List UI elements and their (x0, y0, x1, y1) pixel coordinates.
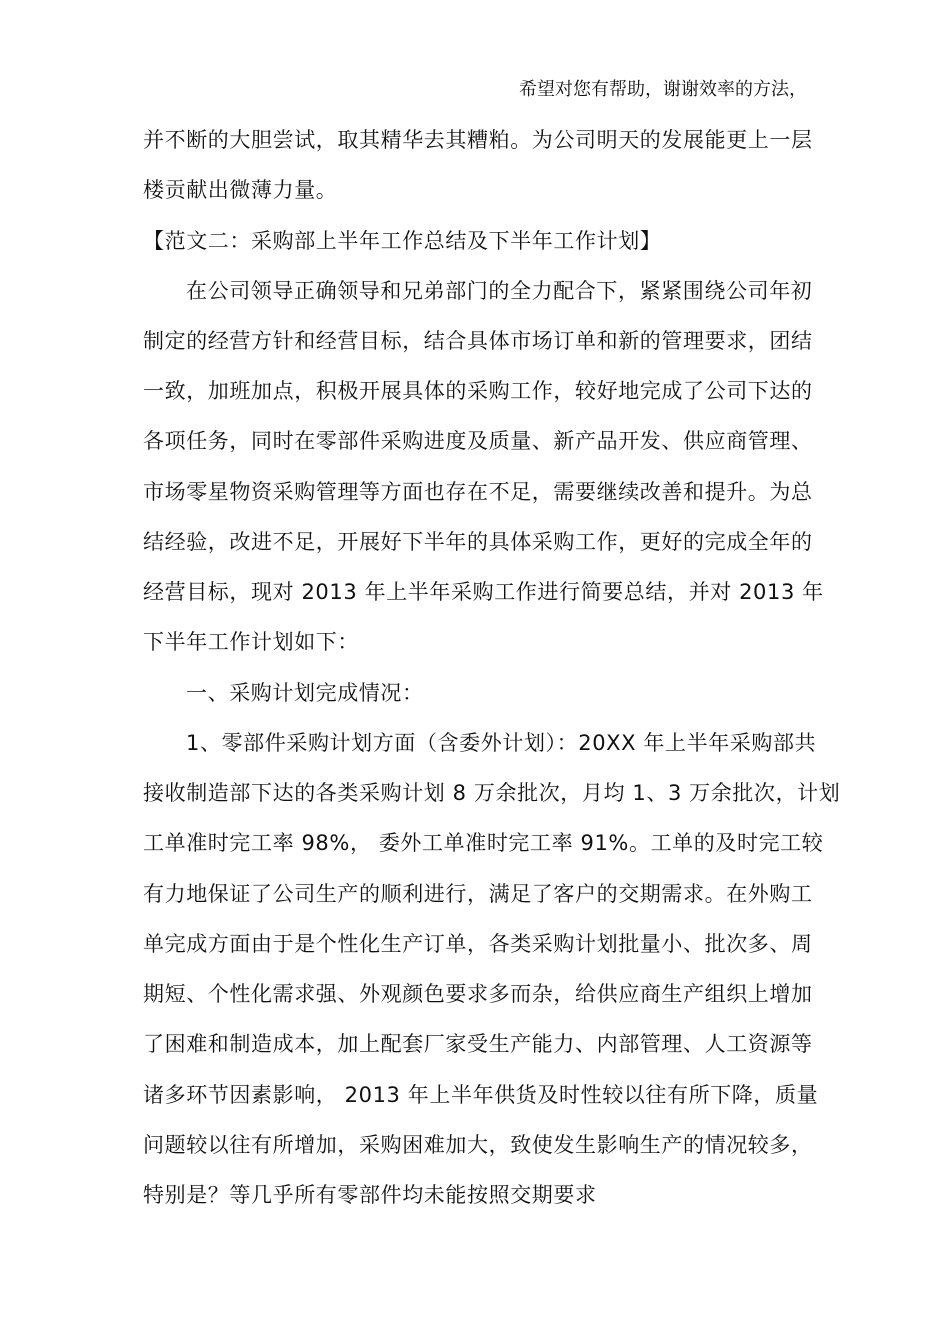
text-line: 单完成方面由于是个性化生产订单，各类采购计划批量小、批次多、周 (143, 932, 813, 956)
text-line: 接收制造部下达的各类采购计划 8 万余批次，月均 1、3 万余批次，计划 (143, 781, 841, 805)
text-line: 制定的经营方针和经营目标，结合具体市场订单和新的管理要求，团结 (143, 329, 813, 353)
text-line: 经营目标，现对 2013 年上半年采购工作进行简要总结，并对 2013 年 (143, 580, 824, 604)
text-line: 工单准时完工率 98%， 委外工单准时完工率 91%。工单的及时完工较 (143, 831, 824, 855)
paragraph-start-line: 1、零部件采购计划方面（含委外计划）：20XX 年上半年采购部共 (186, 731, 817, 755)
text-line: 结经验，改进不足，开展好下半年的具体采购工作，更好的完成全年的 (143, 530, 813, 554)
text-line: 诸多环节因素影响， 2013 年上半年供货及时性较以往有所下降，质量 (143, 1083, 819, 1107)
text-line: 下半年工作计划如下： (143, 630, 359, 654)
text-line: 了困难和制造成本，加上配套厂家受生产能力、内部管理、人工资源等 (143, 1032, 813, 1056)
page-header-text: 希望对您有帮助，谢谢效率的方法， (519, 79, 807, 100)
text-line: 问题较以往有所增加，采购困难加大，致使发生影响生产的情况较多， (143, 1133, 813, 1157)
text-line: 各项任务，同时在零部件采购进度及质量、新产品开发、供应商管理、 (143, 429, 813, 453)
text-line: 特别是？等几乎所有零部件均未能按照交期要求 (143, 1183, 597, 1207)
text-line: 楼贡献出微薄力量。 (143, 178, 338, 202)
section-heading: 【范文二：采购部上半年工作总结及下半年工作计划】 (143, 229, 662, 253)
paragraph-start-line: 在公司领导正确领导和兄弟部门的全力配合下，紧紧围绕公司年初 (186, 279, 813, 303)
text-line: 一致，加班加点，积极开展具体的采购工作，较好地完成了公司下达的 (143, 379, 813, 403)
subsection-heading: 一、采购计划完成情况： (186, 681, 424, 705)
text-line: 并不断的大胆尝试，取其精华去其糟粕。为公司明天的发展能更上一层 (143, 128, 813, 152)
text-line: 市场零星物资采购管理等方面也存在不足，需要继续改善和提升。为总 (143, 480, 813, 504)
text-line: 期短、个性化需求强、外观颜色要求多而杂，给供应商生产组织上增加 (143, 982, 813, 1006)
text-line: 有力地保证了公司生产的顺利进行，满足了客户的交期需求。在外购工 (143, 882, 813, 906)
